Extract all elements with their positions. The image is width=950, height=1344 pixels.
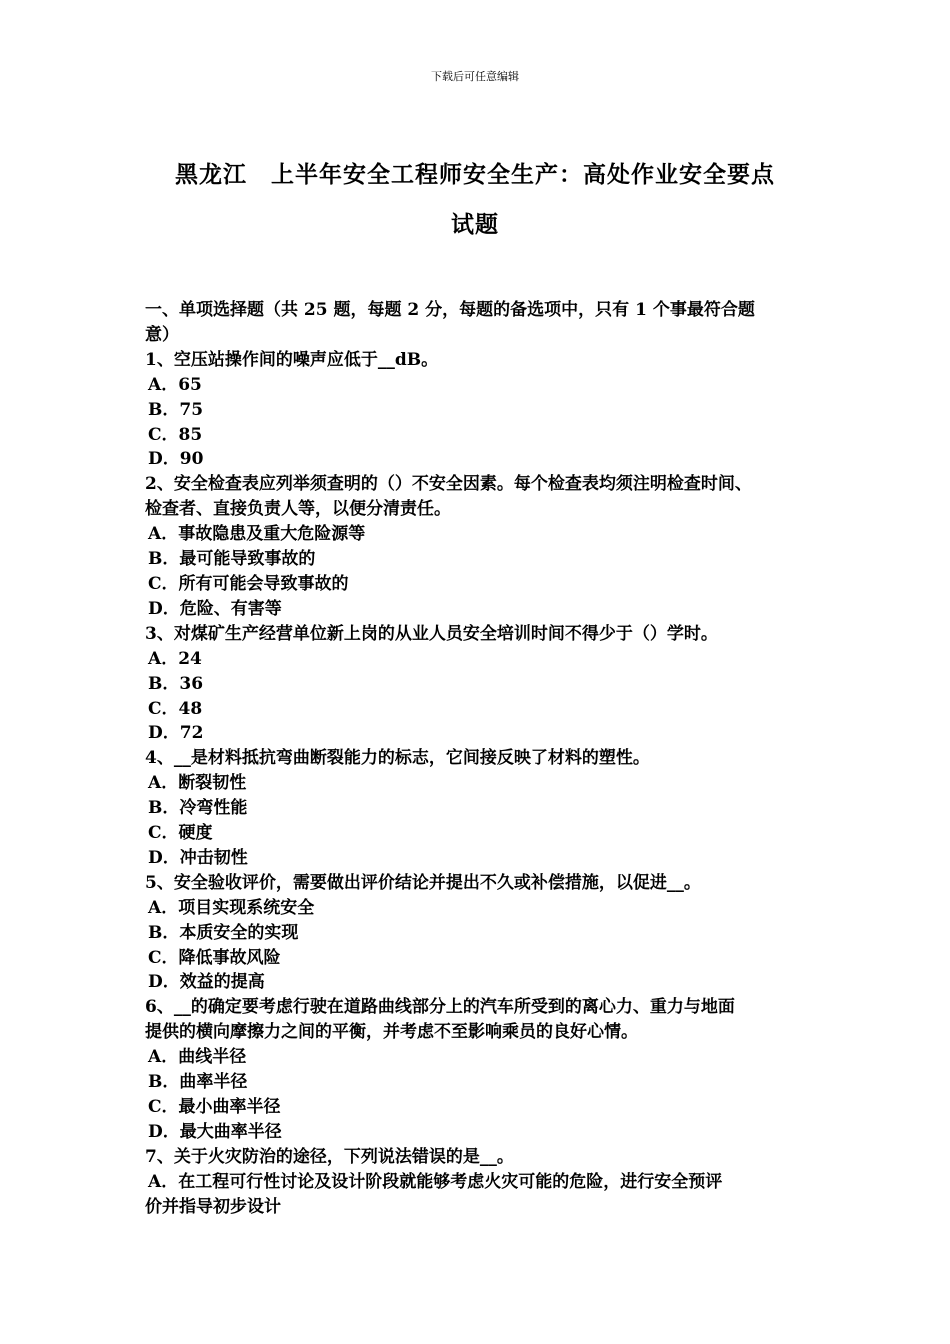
question-1 [145, 348, 815, 473]
option-b: B．75 [148, 399, 204, 420]
question-stem: 5、安全验收评价，需要做出评价结论并提出不久或补偿措施，以促进__。 [145, 872, 701, 893]
option-a: A．65 [148, 374, 202, 395]
question-stem: 3、对煤矿生产经营单位新上岗的从业人员安全培训时间不得少于（）学时。 [145, 623, 718, 644]
question-5 [145, 871, 815, 996]
option-b: B．冷弯性能 [148, 798, 248, 819]
option-a: A．曲线半径 [148, 1047, 247, 1068]
option-c: C．最小曲率半径 [148, 1097, 281, 1117]
option-b: B．36 [148, 673, 204, 694]
question-stem: 6、__的确定要考虑行驶在道路曲线部分上的汽车所受到的离心力、重力与地面 [145, 997, 735, 1018]
option-c: C．硬度 [148, 823, 213, 844]
option-a: A．在工程可行性讨论及设计阶段就能够考虑火灾可能的危险，进行安全预评 [148, 1171, 723, 1192]
question-6 [145, 995, 815, 1144]
section-heading-line-1: 一、单项选择题（共 25 题，每题 2 分，每题的备选项中，只有 1 个事最符合题 [145, 300, 755, 320]
question-stem: 4、__是材料抵抗弯曲断裂能力的标志，它间接反映了材料的塑性。 [145, 748, 650, 769]
question-stem: 7、关于火灾防治的途径，下列说法错误的是__。 [145, 1146, 514, 1167]
question-stem-continued: 检查者、直接负责人等，以便分清责任。 [145, 499, 451, 520]
question-stem: 1、空压站操作间的噪声应低于__dB。 [145, 349, 439, 370]
question-stem-continued: 提供的横向摩擦力之间的平衡，并考虑不至影响乘员的良好心情。 [145, 1022, 638, 1043]
question-7 [145, 1145, 815, 1220]
option-d: D．冲击韧性 [148, 847, 248, 868]
option-d: D．最大曲率半径 [148, 1121, 282, 1142]
document-title-line-2: 试题 [451, 211, 499, 238]
option-c: C．85 [148, 424, 203, 445]
option-a: A．24 [148, 648, 202, 669]
option-b: B．曲率半径 [148, 1072, 248, 1093]
option-a-continued: 价并指导初步设计 [145, 1196, 281, 1217]
question-stem: 2、安全检查表应列举须查明的（）不安全因素。每个检查表均须注明检查时间、 [145, 474, 752, 495]
question-3 [145, 622, 815, 747]
header-note: 下载后可任意编辑 [431, 70, 519, 83]
option-a: A．断裂韧性 [148, 773, 247, 794]
option-d: D．72 [148, 723, 204, 744]
option-d: D．效益的提高 [148, 972, 265, 993]
question-4 [145, 746, 815, 871]
option-c: C．降低事故风险 [148, 947, 281, 968]
option-d: D．90 [148, 449, 204, 470]
option-c: C．48 [148, 698, 203, 719]
option-c: C．所有可能会导致事故的 [148, 573, 349, 594]
option-b: B．最可能导致事故的 [148, 549, 316, 570]
document-title-line-1: 黑龙江 上半年安全工程师安全生产：高处作业安全要点 [175, 161, 775, 188]
question-content [145, 298, 815, 1220]
option-a: A．事故隐患及重大危险源等 [148, 524, 366, 545]
option-d: D．危险、有害等 [148, 598, 282, 619]
question-2 [145, 472, 815, 621]
option-b: B．本质安全的实现 [148, 922, 299, 943]
option-a: A．项目实现系统安全 [148, 897, 315, 918]
section-heading-line-2: 意） [145, 324, 179, 345]
